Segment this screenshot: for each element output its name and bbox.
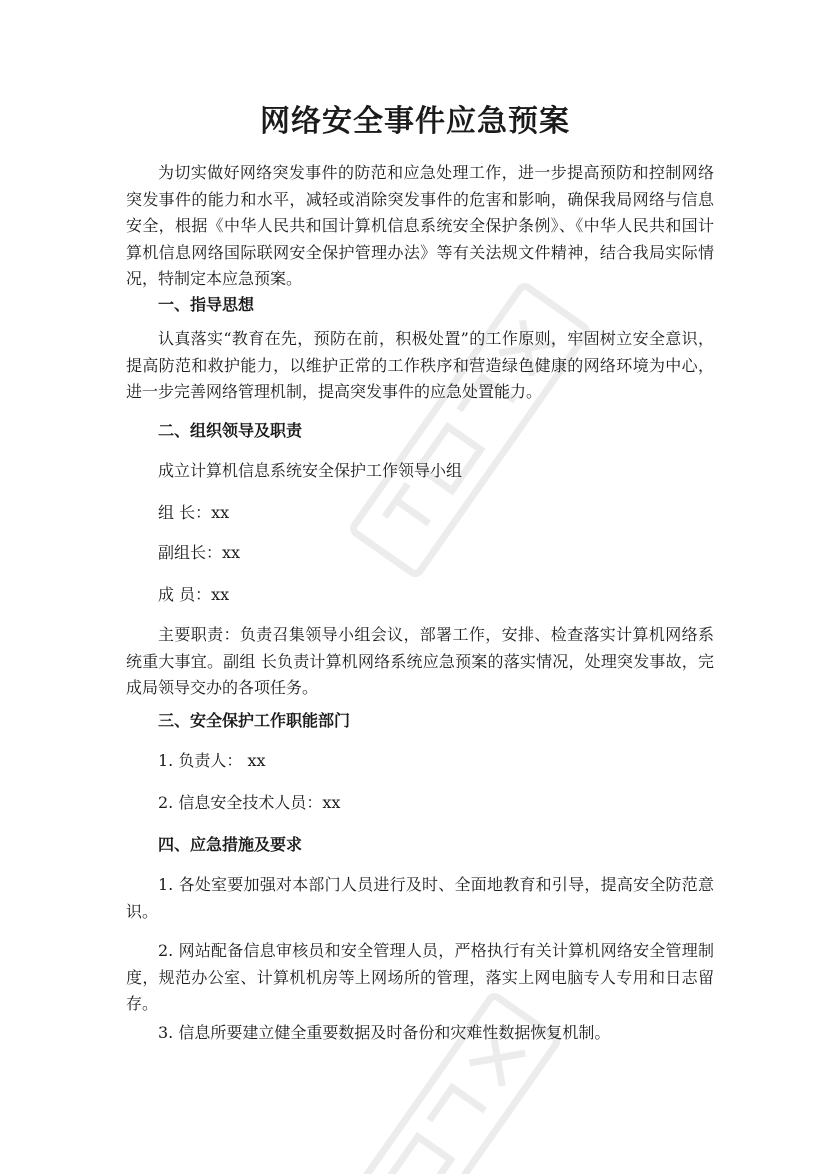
members-line: 成 员：xx bbox=[158, 585, 230, 604]
responsible-person-line: 1. 负责人： xx bbox=[158, 751, 266, 770]
measure-item-3: 3. 信息所要建立健全重要数据及时备份和灾难性数据恢复机制。 bbox=[158, 1023, 611, 1042]
measure-item-1: 1. 各处室要加强对本部门人员进行及时、全面地教育和引导，提高安全防范意识。 bbox=[126, 875, 714, 921]
section-heading-guiding-principle: 一、指导思想 bbox=[158, 295, 255, 314]
group-leader-line: 组 长：xx bbox=[158, 503, 230, 522]
section-heading-measures: 四、应急措施及要求 bbox=[158, 835, 303, 854]
guiding-principle-paragraph: 认真落实“教育在先，预防在前，积极处置”的工作原则，牢固树立安全意识，提高防范和救护能力，以维护正常的工作秩序和营造绿色健康的网络环境为中心，进一步完善网络管理机制，提高突发事件的应急处置能力。 bbox=[126, 329, 714, 401]
intro-paragraph: 为切实做好网络突发事件的防范和应急处理工作，进一步提高预防和控制网络突发事件的能力和水平，减轻或消除突发事件的危害和影响，确保我局网络与信息安全，根据《中华人民共和国计算机信息系统安全保护条例》、《中华人民共和国计算机信息网络国际联网安全保护管理办法》等有关法规文件精神，结合我局实际情况，特制定本应急预案。 bbox=[126, 163, 714, 288]
security-staff-line: 2. 信息安全技术人员：xx bbox=[158, 793, 341, 812]
measure-item-2: 2. 网站配备信息审核员和安全管理人员，严格执行有关计算机网络安全管理制度，规范办公室、计算机机房等上网场所的管理，落实上网电脑专人专用和日志留存。 bbox=[126, 941, 714, 1013]
document-title: 网络安全事件应急预案 bbox=[260, 104, 570, 139]
section-heading-departments: 三、安全保护工作职能部门 bbox=[158, 711, 351, 730]
section-heading-organization: 二、组织领导及职责 bbox=[158, 421, 303, 440]
duties-paragraph: 主要职责：负责召集领导小组会议，部署工作，安排、检查落实计算机网络系统重大事宜。副组 长负责计算机网络系统应急预案的落实情况，处理突发事故，完成局领导交办的各项任务。 bbox=[126, 625, 714, 697]
group-establishment-line: 成立计算机信息系统安全保护工作领导小组 bbox=[158, 461, 463, 480]
deputy-leader-line: 副组长：xx bbox=[158, 543, 241, 562]
